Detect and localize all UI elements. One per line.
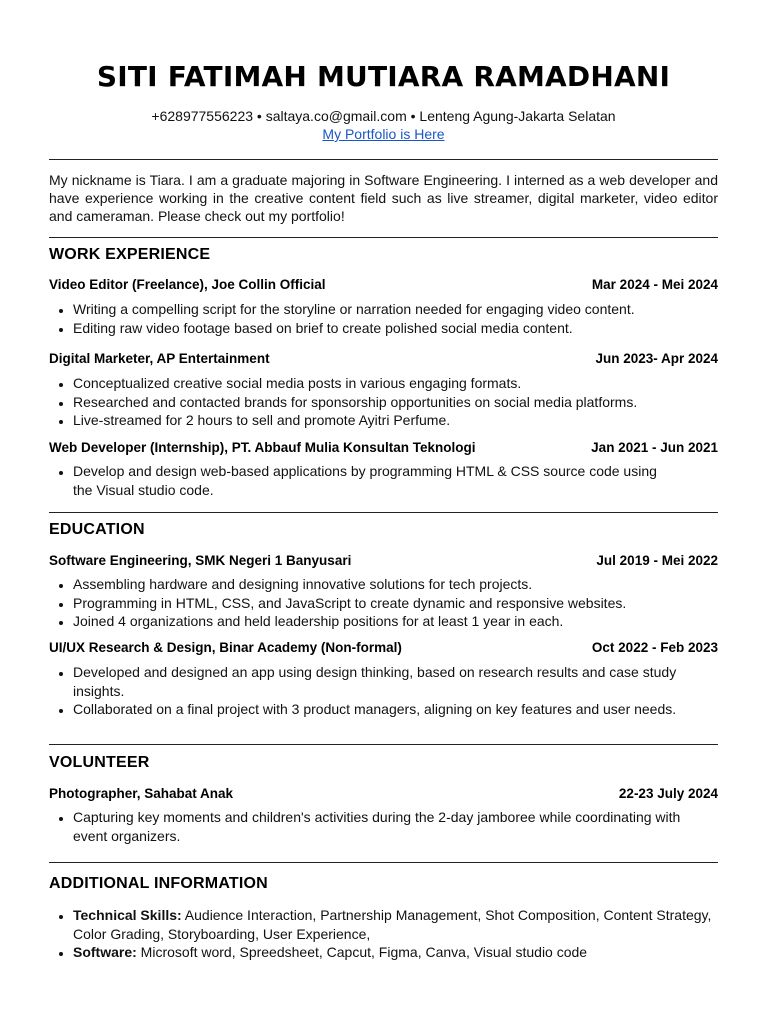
entry-date: Jan 2021 - Jun 2021 bbox=[591, 440, 718, 455]
entry-date: 22-23 July 2024 bbox=[618, 786, 718, 801]
section-title-education: EDUCATION bbox=[49, 521, 145, 538]
additional-list bbox=[49, 906, 718, 962]
item-label: Technical Skills: bbox=[73, 907, 182, 923]
entry-role: Web Developer (Internship), PT. Abbauf Mulia Konsultan Teknologi bbox=[49, 440, 476, 455]
divider bbox=[49, 159, 718, 160]
item-text: Microsoft word, Spreedsheet, Capcut, Figma, Canva, Visual studio code bbox=[136, 944, 588, 960]
item-text: Audience Interaction, Partnership Management, Shot Composition, Content Strategy, Color Grading, Storyboarding, User Experience, bbox=[73, 907, 712, 942]
entry-date: Jun 2023- Apr 2024 bbox=[595, 351, 718, 366]
entry-date: Mar 2024 - Mei 2024 bbox=[591, 277, 718, 292]
list-item: • Develop and design web-based applications by programming HTML & CSS source code using the Visual studio code. bbox=[73, 462, 663, 499]
divider bbox=[49, 512, 718, 513]
entry-bullets bbox=[49, 575, 718, 631]
list-item: • Programming in HTML, CSS, and JavaScript to create dynamic and responsive websites. bbox=[73, 594, 718, 613]
entry-role: Video Editor (Freelance), Joe Collin Official bbox=[49, 277, 326, 292]
entry-role: Software Engineering, SMK Negeri 1 Banyusari bbox=[49, 553, 352, 568]
list-item: • Capturing key moments and children's activities during the 2-day jamboree while coordinating with event organizers. bbox=[73, 808, 718, 845]
portfolio-link[interactable]: My Portfolio is Here bbox=[322, 126, 445, 142]
entry-date: Jul 2019 - Mei 2022 bbox=[596, 553, 718, 568]
list-item bbox=[73, 906, 718, 943]
contact-line: +628977556223 • saltaya.co@gmail.com • Lenteng Agung-Jakarta Selatan bbox=[151, 108, 616, 124]
entry-bullets bbox=[49, 374, 718, 430]
list-item bbox=[73, 943, 718, 962]
list-item: • Joined 4 organizations and held leadership positions for at least 1 year in each. bbox=[73, 612, 718, 631]
list-item: • Editing raw video footage based on brief to create polished social media content. bbox=[73, 319, 718, 338]
item-label: Software: bbox=[73, 944, 137, 960]
entry-date: Oct 2022 - Feb 2023 bbox=[591, 640, 718, 655]
entry-bullets bbox=[49, 462, 663, 499]
list-item: • Conceptualized creative social media posts in various engaging formats. bbox=[73, 374, 718, 393]
list-item: • Assembling hardware and designing innovative solutions for tech projects. bbox=[73, 575, 718, 594]
list-item: • Writing a compelling script for the storyline or narration needed for engaging video content. bbox=[73, 300, 718, 319]
list-item: • Live-streamed for 2 hours to sell and promote Ayitri Perfume. bbox=[73, 411, 718, 430]
section-title-additional: ADDITIONAL INFORMATION bbox=[49, 875, 268, 892]
entry-bullets bbox=[49, 663, 718, 719]
entry-bullets bbox=[49, 808, 718, 845]
section-title-volunteer: VOLUNTEER bbox=[49, 754, 150, 771]
summary-text: My nickname is Tiara. I am a graduate majoring in Software Engineering. I interned as a web developer and have experience working in the creative content field such as live streamer, digital marketer, video editor and cameraman. Please check out my portfolio! bbox=[49, 172, 718, 224]
divider bbox=[49, 744, 718, 745]
list-item: • Researched and contacted brands for sponsorship opportunities on social media platforms. bbox=[73, 393, 718, 412]
entry-role: Photographer, Sahabat Anak bbox=[49, 786, 234, 801]
portfolio-line bbox=[49, 126, 718, 142]
divider bbox=[49, 862, 718, 863]
list-item: • Developed and designed an app using design thinking, based on research results and case study insights. bbox=[73, 663, 718, 700]
list-item: • Collaborated on a final project with 3 product managers, aligning on key features and user needs. bbox=[73, 700, 718, 719]
entry-role: Digital Marketer, AP Entertainment bbox=[49, 351, 270, 366]
candidate-name: SITI FATIMAH MUTIARA RAMADHANI bbox=[96, 60, 671, 93]
section-title-work: WORK EXPERIENCE bbox=[49, 246, 211, 263]
divider bbox=[49, 237, 718, 238]
entry-role: UI/UX Research & Design, Binar Academy (Non-formal) bbox=[49, 640, 402, 655]
entry-bullets bbox=[49, 300, 718, 337]
